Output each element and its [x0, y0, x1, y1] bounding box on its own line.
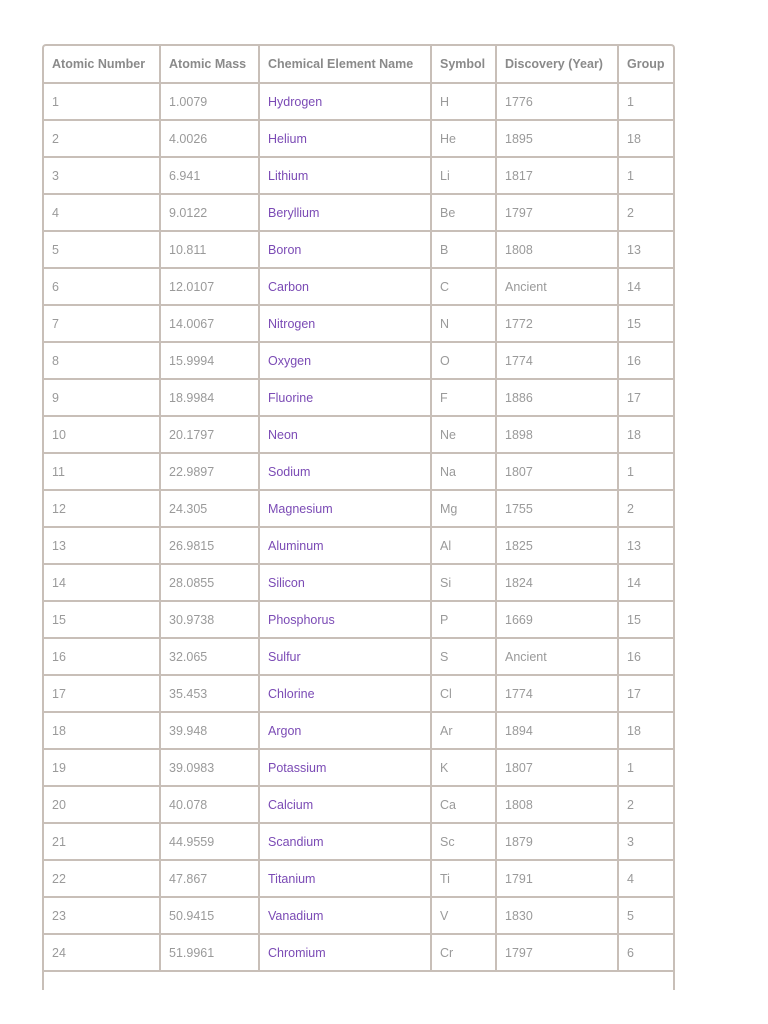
header-atomic-mass[interactable]: Atomic Mass [160, 46, 259, 83]
cell-discovery-year: 1774 [496, 675, 618, 712]
cell-group: 2 [618, 490, 675, 527]
table-header-row [44, 46, 675, 83]
cell-discovery-year: 1895 [496, 120, 618, 157]
table-row[interactable] [44, 860, 675, 897]
cell-atomic-mass: 15.9994 [160, 342, 259, 379]
cell-atomic-mass: 47.867 [160, 860, 259, 897]
cell-group: 16 [618, 342, 675, 379]
cell-group: 1 [618, 157, 675, 194]
cell-group: 6 [618, 934, 675, 971]
cell-atomic-number: 21 [44, 823, 160, 860]
cell-symbol: Li [431, 157, 496, 194]
cell-discovery-year: 1797 [496, 194, 618, 231]
cell-atomic-number: 3 [44, 157, 160, 194]
cell-symbol: K [431, 749, 496, 786]
cell-atomic-mass: 32.065 [160, 638, 259, 675]
cell-atomic-mass: 51.9961 [160, 934, 259, 971]
cell-atomic-mass: 12.0107 [160, 268, 259, 305]
cell-group: 18 [618, 120, 675, 157]
cell-element-name[interactable]: Oxygen [259, 342, 431, 379]
header-group[interactable]: Group [618, 46, 675, 83]
cell-element-name[interactable]: Fluorine [259, 379, 431, 416]
cell-element-name[interactable]: Aluminum [259, 527, 431, 564]
cell-atomic-mass: 40.078 [160, 786, 259, 823]
cell-discovery-year: 1776 [496, 83, 618, 120]
cell-symbol: Cr [431, 934, 496, 971]
cell-group: 3 [618, 823, 675, 860]
table-row[interactable] [44, 194, 675, 231]
cell-element-name[interactable]: Beryllium [259, 194, 431, 231]
table-row[interactable] [44, 934, 675, 971]
cell-element-name[interactable]: Calcium [259, 786, 431, 823]
cell-atomic-mass: 10.811 [160, 231, 259, 268]
cell-discovery-year: 1755 [496, 490, 618, 527]
cell-group: 16 [618, 638, 675, 675]
cell-atomic-mass: 44.9559 [160, 823, 259, 860]
cell-atomic-number: 1 [44, 83, 160, 120]
cell-discovery-year: 1808 [496, 231, 618, 268]
cell-atomic-number: 16 [44, 638, 160, 675]
cell-discovery-year: 1807 [496, 749, 618, 786]
cell-element-name[interactable]: Sodium [259, 453, 431, 490]
cell-atomic-number: 9 [44, 379, 160, 416]
cell-symbol: Ca [431, 786, 496, 823]
cell-element-name[interactable]: Lithium [259, 157, 431, 194]
cell-element-name[interactable]: Silicon [259, 564, 431, 601]
cell-symbol: B [431, 231, 496, 268]
table-row[interactable] [44, 601, 675, 638]
cell-atomic-number: 7 [44, 305, 160, 342]
table-row[interactable] [44, 490, 675, 527]
cell-element-name[interactable]: Carbon [259, 268, 431, 305]
cell-discovery-year: 1797 [496, 934, 618, 971]
cell-symbol: Ne [431, 416, 496, 453]
cell-symbol: C [431, 268, 496, 305]
cell-atomic-mass: 20.1797 [160, 416, 259, 453]
table-row[interactable] [44, 231, 675, 268]
cell-atomic-mass: 30.9738 [160, 601, 259, 638]
cell-atomic-number: 18 [44, 712, 160, 749]
cell-atomic-mass: 35.453 [160, 675, 259, 712]
cell-element-name[interactable]: Magnesium [259, 490, 431, 527]
cell-group: 13 [618, 231, 675, 268]
table-row[interactable] [44, 749, 675, 786]
cell-element-name[interactable]: Phosphorus [259, 601, 431, 638]
cell-symbol: Be [431, 194, 496, 231]
cell-group: 17 [618, 675, 675, 712]
table-row[interactable] [44, 379, 675, 416]
cell-discovery-year: 1791 [496, 860, 618, 897]
cell-group: 14 [618, 268, 675, 305]
cell-group: 5 [618, 897, 675, 934]
cell-element-name[interactable]: Hydrogen [259, 83, 431, 120]
cell-group: 1 [618, 749, 675, 786]
table-row[interactable] [44, 157, 675, 194]
cell-discovery-year: 1669 [496, 601, 618, 638]
cell-atomic-number: 6 [44, 268, 160, 305]
cell-group: 15 [618, 601, 675, 638]
cell-atomic-number: 15 [44, 601, 160, 638]
cell-discovery-year: 1817 [496, 157, 618, 194]
cell-element-name[interactable]: Chromium [259, 934, 431, 971]
cell-atomic-mass: 50.9415 [160, 897, 259, 934]
cell-discovery-year: 1774 [496, 342, 618, 379]
cell-atomic-mass: 24.305 [160, 490, 259, 527]
cell-group: 17 [618, 379, 675, 416]
cell-symbol: H [431, 83, 496, 120]
cell-symbol: P [431, 601, 496, 638]
table-row[interactable] [44, 564, 675, 601]
cell-symbol: S [431, 638, 496, 675]
cell-atomic-number: 4 [44, 194, 160, 231]
cell-atomic-number: 20 [44, 786, 160, 823]
cell-atomic-number: 12 [44, 490, 160, 527]
cell-atomic-number: 17 [44, 675, 160, 712]
header-symbol[interactable]: Symbol [431, 46, 496, 83]
cell-element-name[interactable]: Potassium [259, 749, 431, 786]
cell-atomic-mass: 4.0026 [160, 120, 259, 157]
cell-symbol: Cl [431, 675, 496, 712]
cell-symbol: Ti [431, 860, 496, 897]
cell-atomic-number: 23 [44, 897, 160, 934]
cell-element-name[interactable]: Helium [259, 120, 431, 157]
elements-table [44, 46, 675, 972]
cell-symbol: V [431, 897, 496, 934]
cell-discovery-year: 1772 [496, 305, 618, 342]
cell-symbol: Al [431, 527, 496, 564]
cell-atomic-mass: 14.0067 [160, 305, 259, 342]
header-discovery-year[interactable]: Discovery (Year) [496, 46, 618, 83]
cell-atomic-mass: 26.9815 [160, 527, 259, 564]
cell-atomic-number: 13 [44, 527, 160, 564]
cell-discovery-year: 1808 [496, 786, 618, 823]
cell-group: 2 [618, 194, 675, 231]
cell-discovery-year: 1824 [496, 564, 618, 601]
cell-atomic-number: 19 [44, 749, 160, 786]
cell-group: 4 [618, 860, 675, 897]
cell-group: 18 [618, 712, 675, 749]
table-row[interactable] [44, 897, 675, 934]
header-atomic-number[interactable]: Atomic Number [44, 46, 160, 83]
table-row[interactable] [44, 453, 675, 490]
table-row[interactable] [44, 416, 675, 453]
cell-atomic-mass: 9.0122 [160, 194, 259, 231]
header-element-name[interactable]: Chemical Element Name [259, 46, 431, 83]
cell-group: 2 [618, 786, 675, 823]
cell-discovery-year: Ancient [496, 268, 618, 305]
table-row[interactable] [44, 675, 675, 712]
cell-atomic-number: 14 [44, 564, 160, 601]
cell-atomic-number: 22 [44, 860, 160, 897]
cell-atomic-number: 11 [44, 453, 160, 490]
cell-atomic-mass: 1.0079 [160, 83, 259, 120]
cell-discovery-year: Ancient [496, 638, 618, 675]
table-row[interactable] [44, 342, 675, 379]
cell-group: 14 [618, 564, 675, 601]
cell-symbol: Ar [431, 712, 496, 749]
cell-discovery-year: 1830 [496, 897, 618, 934]
cell-group: 18 [618, 416, 675, 453]
cell-element-name[interactable]: Chlorine [259, 675, 431, 712]
cell-atomic-mass: 28.0855 [160, 564, 259, 601]
cell-symbol: Sc [431, 823, 496, 860]
cell-atomic-number: 5 [44, 231, 160, 268]
cell-discovery-year: 1807 [496, 453, 618, 490]
table-row[interactable] [44, 823, 675, 860]
cell-atomic-number: 8 [44, 342, 160, 379]
elements-table-container [42, 44, 675, 990]
cell-group: 15 [618, 305, 675, 342]
cell-symbol: Na [431, 453, 496, 490]
cell-discovery-year: 1894 [496, 712, 618, 749]
cell-symbol: He [431, 120, 496, 157]
cell-symbol: F [431, 379, 496, 416]
cell-discovery-year: 1886 [496, 379, 618, 416]
cell-element-name[interactable]: Boron [259, 231, 431, 268]
cell-atomic-number: 10 [44, 416, 160, 453]
cell-group: 13 [618, 527, 675, 564]
cell-element-name[interactable]: Scandium [259, 823, 431, 860]
cell-discovery-year: 1879 [496, 823, 618, 860]
cell-group: 1 [618, 453, 675, 490]
cell-element-name[interactable]: Vanadium [259, 897, 431, 934]
cell-element-name[interactable]: Titanium [259, 860, 431, 897]
cell-element-name[interactable]: Nitrogen [259, 305, 431, 342]
table-row[interactable] [44, 305, 675, 342]
cell-symbol: Mg [431, 490, 496, 527]
table-row[interactable] [44, 786, 675, 823]
table-body [44, 83, 675, 971]
table-row[interactable] [44, 712, 675, 749]
cell-element-name[interactable]: Sulfur [259, 638, 431, 675]
cell-atomic-mass: 39.948 [160, 712, 259, 749]
table-row[interactable] [44, 638, 675, 675]
cell-atomic-number: 2 [44, 120, 160, 157]
table-row[interactable] [44, 120, 675, 157]
cell-element-name[interactable]: Argon [259, 712, 431, 749]
table-row[interactable] [44, 83, 675, 120]
cell-element-name[interactable]: Neon [259, 416, 431, 453]
cell-symbol: Si [431, 564, 496, 601]
cell-atomic-mass: 22.9897 [160, 453, 259, 490]
cell-atomic-mass: 18.9984 [160, 379, 259, 416]
table-row[interactable] [44, 527, 675, 564]
cell-atomic-mass: 39.0983 [160, 749, 259, 786]
cell-discovery-year: 1825 [496, 527, 618, 564]
cell-symbol: O [431, 342, 496, 379]
cell-atomic-mass: 6.941 [160, 157, 259, 194]
cell-atomic-number: 24 [44, 934, 160, 971]
cell-symbol: N [431, 305, 496, 342]
table-row[interactable] [44, 268, 675, 305]
cell-discovery-year: 1898 [496, 416, 618, 453]
cell-group: 1 [618, 83, 675, 120]
